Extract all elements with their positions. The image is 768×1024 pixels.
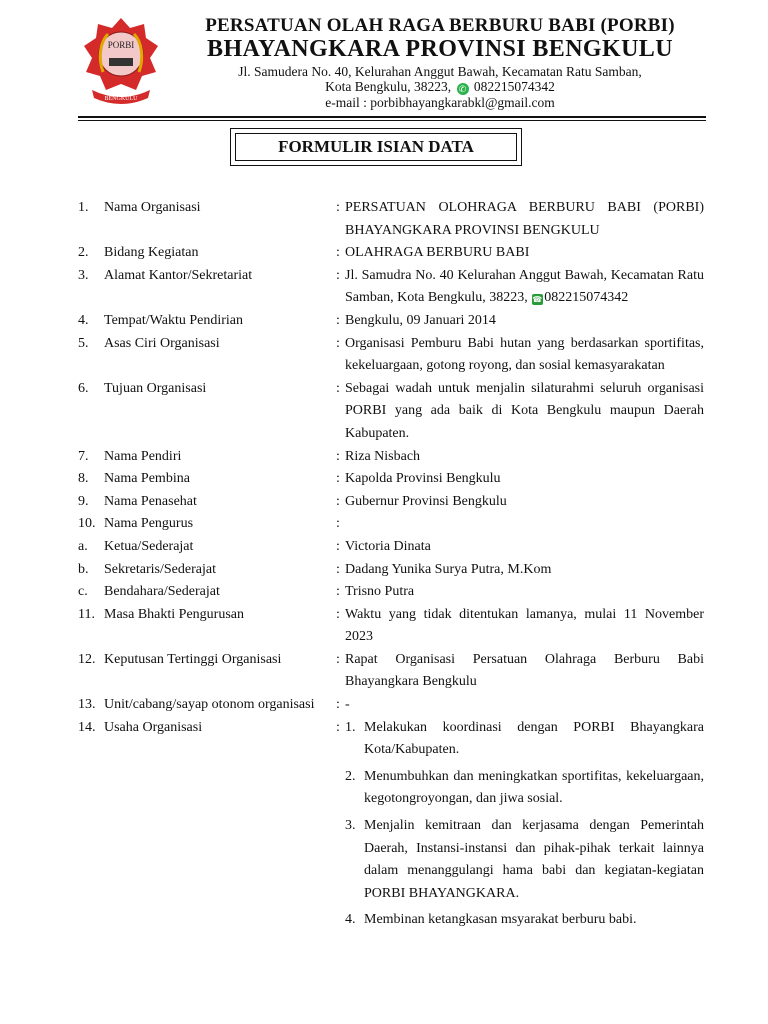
row-value bbox=[345, 468, 704, 491]
address-phone: 082215074342 bbox=[473, 79, 555, 94]
row-number: 11. bbox=[78, 606, 95, 622]
usaha-list bbox=[0, 717, 768, 932]
usaha-item bbox=[345, 815, 704, 905]
row-value bbox=[345, 265, 704, 310]
row-colon: : bbox=[336, 651, 340, 667]
row-value bbox=[345, 694, 704, 717]
form-row bbox=[0, 378, 768, 446]
row-label: Nama Pendiri bbox=[104, 448, 182, 464]
form-row bbox=[0, 559, 768, 582]
row-value-text: Victoria Dinata bbox=[345, 538, 431, 554]
row-number: c. bbox=[78, 584, 88, 600]
phone-icon: ☎ bbox=[532, 295, 543, 305]
row-value bbox=[345, 581, 704, 604]
form-row bbox=[0, 581, 768, 604]
row-number: 1. bbox=[78, 200, 89, 215]
row-colon: : bbox=[336, 493, 340, 509]
form-fields bbox=[0, 197, 768, 936]
row-value-text: Dadang Yunika Surya Putra, M.Kom bbox=[345, 561, 552, 577]
row-colon: : bbox=[336, 538, 340, 554]
form-row bbox=[0, 513, 768, 536]
address-line1: Jl. Samudera No. 40, Kelurahan Anggut Bawah, Kecamatan Ratu Samban, bbox=[238, 64, 642, 79]
row-value bbox=[345, 310, 704, 333]
form-title: FORMULIR ISIAN DATA bbox=[235, 133, 517, 161]
letterhead bbox=[0, 0, 768, 112]
usaha-number: 1. bbox=[345, 719, 356, 735]
svg-text:PORBI: PORBI bbox=[107, 40, 135, 50]
usaha-text: Melakukan koordinasi dengan PORBI Bhayangkara Kota/Kabupaten. bbox=[364, 719, 704, 758]
form-row bbox=[0, 242, 768, 265]
usaha-item bbox=[345, 766, 704, 811]
row-number: 12. bbox=[78, 651, 96, 667]
row-colon: : bbox=[336, 561, 340, 577]
row-value bbox=[345, 491, 704, 514]
row-label: Nama Penasehat bbox=[104, 493, 197, 509]
row-value bbox=[345, 513, 704, 536]
row-value bbox=[345, 242, 704, 265]
form-row bbox=[0, 333, 768, 378]
row-colon: : bbox=[336, 245, 340, 261]
porbi-logo-icon bbox=[78, 14, 164, 106]
row-colon: : bbox=[336, 719, 340, 735]
form-row bbox=[0, 468, 768, 491]
row-colon: : bbox=[336, 448, 340, 464]
row-value-text: Sebagai wadah untuk menjalin silaturahmi seluruh organisasi PORBI yang ada baik di Kota Bengkulu maupun Daerah Kabupaten. bbox=[345, 380, 704, 441]
row-number: 3. bbox=[78, 267, 89, 283]
form-row bbox=[0, 310, 768, 333]
address-email: e-mail : porbibhayangkarabkl@gmail.com bbox=[325, 95, 555, 110]
row-label: Nama Organisasi bbox=[104, 200, 201, 215]
row-colon: : bbox=[336, 312, 340, 328]
address-city: Kota Bengkulu, 38223, bbox=[325, 79, 452, 94]
row-number: 9. bbox=[78, 493, 89, 509]
row-colon: : bbox=[336, 471, 340, 487]
row-value-text: Kapolda Provinsi Bengkulu bbox=[345, 471, 501, 487]
row-colon: : bbox=[336, 380, 340, 396]
row-colon: : bbox=[336, 267, 340, 283]
row-value-text: Gubernur Provinsi Bengkulu bbox=[345, 493, 507, 509]
usaha-number: 2. bbox=[345, 768, 356, 784]
row-number: 2. bbox=[78, 245, 89, 261]
form-row bbox=[0, 265, 768, 310]
form-row bbox=[0, 604, 768, 649]
org-name-line1: PERSATUAN OLAH RAGA BERBURU BABI (PORBI) bbox=[205, 15, 675, 36]
row-label: Bendahara/Sederajat bbox=[104, 584, 220, 600]
row-label: Ketua/Sederajat bbox=[104, 538, 194, 554]
row-number: 13. bbox=[78, 697, 96, 713]
usaha-text: Menjalin kemitraan dan kerjasama dengan Pemerintah Daerah, Instansi-instansi dan pihak-pihak terkait lainnya dalam menanggulangi hama babi dan kegiatan-kegiatan PORBI BHAYANGKARA. bbox=[364, 818, 704, 901]
row-value-text: PERSATUAN OLOHRAGA BERBURU BABI (PORBI) BHAYANGKARA PROVINSI BENGKULU bbox=[345, 200, 704, 238]
address-line2 bbox=[190, 79, 690, 95]
letterhead-rule-thin bbox=[78, 120, 706, 121]
row-colon: : bbox=[336, 516, 340, 532]
org-name-line2: BHAYANGKARA PROVINSI BENGKULU bbox=[207, 36, 673, 62]
row-number: b. bbox=[78, 561, 89, 577]
row-number: 5. bbox=[78, 335, 89, 351]
row-value-text: Bengkulu, 09 Januari 2014 bbox=[345, 312, 496, 328]
row-label: Alamat Kantor/Sekretariat bbox=[104, 267, 253, 283]
row-value bbox=[345, 197, 704, 242]
row-label: Unit/cabang/sayap otonom organisasi bbox=[104, 697, 315, 713]
row-value-text: OLAHRAGA BERBURU BABI bbox=[345, 245, 530, 261]
row-label: Asas Ciri Organisasi bbox=[104, 335, 220, 351]
usaha-number: 4. bbox=[345, 912, 356, 928]
form-row bbox=[0, 536, 768, 559]
row-label: Tempat/Waktu Pendirian bbox=[104, 312, 244, 328]
row-phone: 082215074342 bbox=[544, 290, 629, 306]
row-value bbox=[345, 649, 704, 694]
row-value bbox=[345, 536, 704, 559]
row-value bbox=[345, 333, 704, 378]
row-value bbox=[345, 378, 704, 446]
usaha-text: Membinan ketangkasan msyarakat berburu babi. bbox=[364, 912, 637, 928]
row-label: Sekretaris/Sederajat bbox=[104, 561, 216, 577]
row-value-text: Organisasi Pemburu Babi hutan yang berdasarkan sportifitas, kekeluargaan, gotong royong, dan sosial kemasyarakatan bbox=[345, 335, 704, 374]
row-value-text: Rapat Organisasi Persatuan Olahraga Berburu Babi Bhayangkara Bengkulu bbox=[345, 651, 704, 690]
org-address bbox=[190, 64, 690, 110]
row-value bbox=[345, 604, 704, 649]
row-colon: : bbox=[336, 584, 340, 600]
form-row bbox=[0, 446, 768, 469]
form-title-box bbox=[230, 128, 522, 166]
row-number: a. bbox=[78, 538, 88, 554]
row-value-text: Trisno Putra bbox=[345, 584, 415, 600]
row-number: 7. bbox=[78, 448, 89, 464]
svg-text:BENGKULU: BENGKULU bbox=[104, 96, 138, 102]
usaha-item bbox=[345, 717, 704, 762]
row-number: 4. bbox=[78, 312, 89, 328]
row-value-text: Riza Nisbach bbox=[345, 448, 421, 464]
row-number: 8. bbox=[78, 471, 89, 487]
usaha-number: 3. bbox=[345, 818, 356, 834]
row-value-text: - bbox=[345, 697, 350, 713]
letterhead-rule-thick bbox=[78, 116, 706, 118]
row-number: 10. bbox=[78, 516, 96, 532]
row-value bbox=[345, 559, 704, 582]
form-row bbox=[0, 694, 768, 717]
form-row bbox=[0, 491, 768, 514]
usaha-text: Menumbuhkan dan meningkatkan sportifitas, kekeluargaan, kegotongroyongan, dan jiwa sosial. bbox=[364, 768, 704, 807]
row-label: Masa Bhakti Pengurusan bbox=[104, 606, 244, 622]
row-label: Keputusan Tertinggi Organisasi bbox=[104, 651, 282, 667]
row-label: Tujuan Organisasi bbox=[104, 380, 207, 396]
form-row bbox=[0, 649, 768, 694]
row-colon: : bbox=[336, 697, 340, 713]
whatsapp-icon: ✆ bbox=[457, 83, 469, 95]
row-label: Nama Pembina bbox=[104, 471, 190, 487]
row-label: Bidang Kegiatan bbox=[104, 245, 199, 261]
row-value bbox=[345, 446, 704, 469]
row-value-text: Waktu yang tidak ditentukan lamanya, mulai 11 November 2023 bbox=[345, 606, 704, 645]
row-number: 6. bbox=[78, 380, 89, 396]
row-label: Nama Pengurus bbox=[104, 516, 194, 532]
row-colon: : bbox=[336, 606, 340, 622]
row-label: Usaha Organisasi bbox=[104, 719, 203, 735]
row-value-text: Jl. Samudra No. 40 Kelurahan Anggut Bawah, Kecamatan Ratu Samban, Kota Bengkulu, 38223, bbox=[345, 267, 704, 306]
row-colon: : bbox=[336, 335, 340, 351]
row-colon: : bbox=[336, 200, 340, 215]
form-row bbox=[0, 197, 768, 242]
row-number: 14. bbox=[78, 719, 96, 735]
usaha-item bbox=[345, 909, 704, 932]
